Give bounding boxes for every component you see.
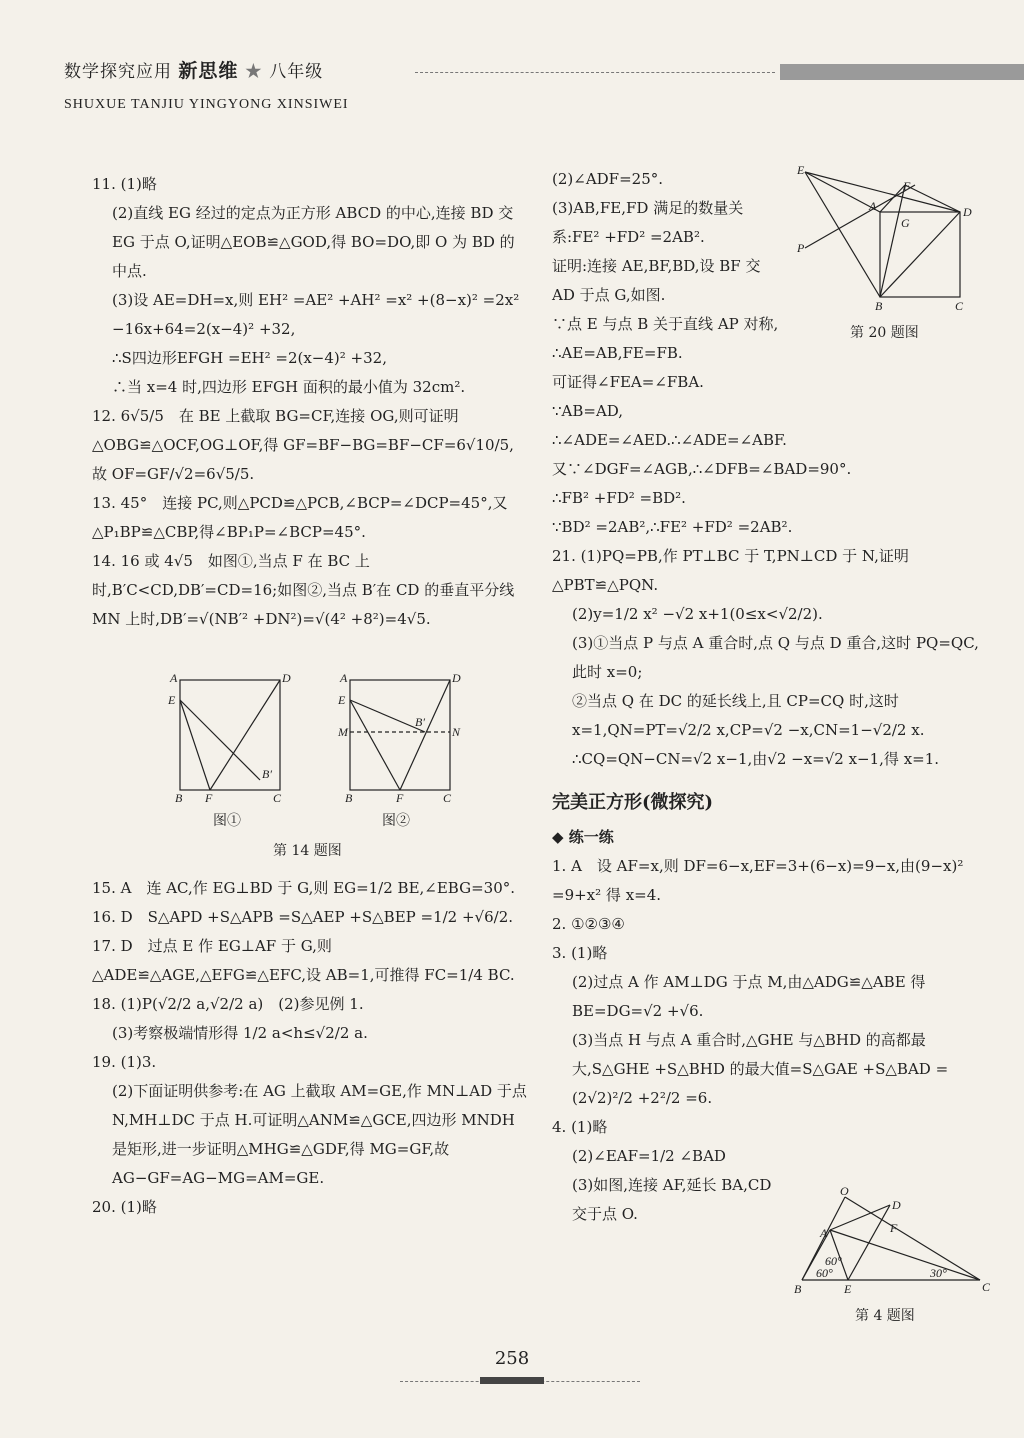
header-prefix: 数学探究应用 — [64, 62, 172, 82]
practice-4-3: (3)如图,连接 AF,延长 BA,CD 交于点 O. — [572, 1176, 772, 1223]
answer-11-5: ∴当 x=4 时,四边形 EFGH 面积的最小值为 32cm². — [112, 378, 466, 396]
svg-text:F: F — [396, 791, 404, 805]
svg-text:E: E — [338, 693, 346, 707]
svg-text:D: D — [282, 671, 291, 685]
answer-20-proof-9: ∵BD² =2AB²,∴FE² +FD² =2AB². — [552, 518, 793, 536]
answer-14: 14. 16 或 4√5 如图①,当点 F 在 BC 上时,B′C<CD,DB′=CD=16;如图②,当点 B′在 CD 的垂直平分线 MN 上时,DB′=√(NB′² +DN²)=√(4² +8²)=4√5. — [92, 552, 515, 628]
svg-text:F: F — [890, 1221, 898, 1235]
svg-text:C: C — [955, 299, 964, 313]
answer-17: 17. D 过点 E 作 EG⊥AF 于 G,则△ADE≌△AGE,△EFG≌△EFC,设 AB=1,可推得 FC=1/4 BC. — [92, 937, 515, 984]
answer-11-2: (2)直线 EG 经过的定点为正方形 ABCD 的中心,连接 BD 交 EG 于点 O,证明△EOB≌△GOD,得 BO=DO,即 O 为 BD 的中点. — [112, 204, 515, 280]
practice-3-3: (3)当点 H 与点 A 重合时,△GHE 与△BHD 的高都最大,S△GHE +S△BHD 的最大值=S△GAE +S△BAD =(2√2)²/2 +2²/2 =6. — [572, 1031, 949, 1107]
header-title — [64, 56, 323, 83]
svg-text:P: P — [797, 241, 805, 255]
answer-20-proof-7: 又∵∠DGF=∠AGB,∴∠DFB=∠BAD=90°. — [552, 460, 852, 478]
page-number: 258 — [494, 1348, 530, 1369]
svg-text:B: B — [794, 1282, 802, 1296]
answer-20-proof-4: 可证得∠FEA=∠FBA. — [552, 373, 704, 391]
footer-mark — [480, 1377, 544, 1384]
svg-text:M: M — [338, 725, 348, 739]
fig14-caption: 第 14 题图 — [273, 843, 342, 859]
svg-text:C: C — [982, 1280, 990, 1294]
answer-20-1: 20. (1)略 — [92, 1198, 157, 1216]
svg-text:D: D — [963, 205, 972, 219]
answer-21-2: (2)y=1/2 x² −√2 x+1(0≤x<√2/2). — [572, 605, 823, 623]
svg-text:D: D — [892, 1198, 901, 1212]
answer-21-1: 21. (1)PQ=PB,作 PT⊥BC 于 T,PN⊥CD 于 N,证明△PBT≌△PQN. — [552, 547, 909, 594]
svg-text:B′: B′ — [415, 715, 425, 729]
svg-text:B′: B′ — [262, 767, 272, 781]
svg-text:C: C — [443, 791, 452, 805]
svg-text:C: C — [273, 791, 282, 805]
fig14-square-2 — [350, 680, 450, 790]
answer-15: 15. A 连 AC,作 EG⊥BD 于 G,则 EG=1/2 BE,∠EBG=30°. — [92, 879, 516, 897]
answer-20-proof-2: ∵点 E 与点 B 关于直线 AP 对称, — [552, 315, 779, 333]
header-rule — [415, 72, 775, 73]
fig20-caption: 第 20 题图 — [850, 325, 919, 341]
svg-text:D: D — [452, 671, 461, 685]
svg-text:G: G — [901, 216, 910, 230]
practice-1: 1. A 设 AF=x,则 DF=6−x,EF=3+(6−x)=9−x,由(9−x)² =9+x² 得 x=4. — [552, 857, 964, 904]
practice-title: ◆ 练一练 — [552, 828, 614, 846]
figure-14 — [160, 670, 470, 805]
svg-text:E: E — [797, 163, 805, 177]
svg-text:E: E — [168, 693, 176, 707]
answer-20-3: (3)AB,FE,FD 满足的数量关系:FE² +FD² =2AB². — [552, 199, 744, 246]
svg-text:60°: 60° — [825, 1254, 842, 1268]
answer-19-2: (2)下面证明供参考:在 AG 上截取 AM=GE,作 MN⊥AD 于点 N,MH⊥DC 于点 H.可证明△ANM≌△GCE,四边形 MNDH 是矩形,进一步证明△MHG≌△GDF,得 MG=GF,故 AG−GF=AG−MG=AM=GE. — [112, 1082, 527, 1187]
svg-text:E: E — [844, 1282, 852, 1296]
svg-text:A: A — [869, 199, 877, 213]
fig4-caption: 第 4 题图 — [855, 1308, 915, 1324]
svg-text:O: O — [840, 1185, 849, 1198]
practice-2: 2. ①②③④ — [552, 915, 625, 933]
answer-21-4: ②当点 Q 在 DC 的延长线上,且 CP=CQ 时,这时 x=1,QN=PT=√2/2 x,CP=√2 −x,CN=1−√2/2 x. — [572, 692, 925, 739]
answer-18-1: 18. (1)P(√2/2 a,√2/2 a) (2)参见例 1. — [92, 995, 364, 1013]
practice-3-1: 3. (1)略 — [552, 944, 608, 962]
header-main: 新思维 — [178, 60, 239, 82]
answer-20-proof-6: ∴∠ADE=∠AED.∴∠ADE=∠ABF. — [552, 431, 787, 449]
answer-19-1: 19. (1)3. — [92, 1053, 157, 1071]
answer-20-proof-1: 证明:连接 AE,BF,BD,设 BF 交 AD 于点 G,如图. — [552, 257, 761, 304]
fig14-sub1: 图① — [213, 813, 241, 829]
answer-11-4: ∴S四边形EFGH =EH² =2(x−4)² +32, — [112, 349, 387, 367]
svg-text:A: A — [340, 671, 348, 685]
answer-16: 16. D S△APD +S△APB =S△AEP +S△BEP =1/2 +√6/2. — [92, 908, 514, 926]
practice-4-1: 4. (1)略 — [552, 1118, 608, 1136]
section-title: 完美正方形(微探究) — [552, 792, 714, 813]
header-subtitle: SHUXUE TANJIU YINGYONG XINSIWEI — [64, 97, 349, 112]
svg-text:B: B — [175, 791, 183, 805]
svg-text:B: B — [345, 791, 353, 805]
answer-12: 12. 6√5/5 在 BE 上截取 BG=CF,连接 OG,则可证明△OBG≌△OCF,OG⊥OF,得 GF=BF−BG=BF−CF=6√10/5,故 OF=GF/√2=6√5/5. — [92, 407, 514, 483]
svg-text:N: N — [452, 725, 461, 739]
answer-21-3: (3)①当点 P 与点 A 重合时,点 Q 与点 D 重合,这时 PQ=QC,此时 x=0; — [572, 634, 979, 681]
svg-text:30°: 30° — [930, 1266, 947, 1280]
fig14-sub2: 图② — [382, 813, 410, 829]
answer-20-proof-5: ∵AB=AD, — [552, 402, 624, 420]
answer-13: 13. 45° 连接 PC,则△PCD≌△PCB,∠BCP=∠DCP=45°,又△P₁BP≌△CBP,得∠BP₁P=∠BCP=45°. — [92, 494, 508, 541]
answer-11-3: (3)设 AE=DH=x,则 EH² =AE² +AH² =x² +(8−x)² =2x² −16x+64=2(x−4)² +32, — [112, 291, 520, 338]
answer-20-proof-8: ∴FB² +FD² =BD². — [552, 489, 686, 507]
svg-text:A: A — [170, 671, 178, 685]
answer-20-2: (2)∠ADF=25°. — [552, 170, 664, 188]
figure-4 — [790, 1185, 990, 1297]
header-bar — [780, 64, 1024, 80]
svg-text:F: F — [205, 791, 213, 805]
practice-3-2: (2)过点 A 作 AM⊥DG 于点 M,由△ADG≌△ABE 得 BE=DG=√2 +√6. — [572, 973, 926, 1020]
svg-text:A: A — [820, 1226, 828, 1240]
header-grade: 八年级 — [269, 62, 324, 82]
svg-text:B: B — [875, 299, 883, 313]
answer-20-proof-3: ∴AE=AB,FE=FB. — [552, 344, 683, 362]
svg-text:F: F — [903, 179, 911, 193]
answer-11-1: 11. (1)略 — [92, 175, 157, 193]
answer-18-3: (3)考察极端情形得 1/2 a<h≤√2/2 a. — [112, 1024, 368, 1042]
figure-20 — [795, 160, 995, 320]
practice-4-2: (2)∠EAF=1/2 ∠BAD — [572, 1147, 726, 1165]
answer-21-5: ∴CQ=QN−CN=√2 x−1,由√2 −x=√2 x−1,得 x=1. — [572, 750, 940, 768]
svg-text:60°: 60° — [816, 1266, 833, 1280]
star-icon: ★ — [244, 62, 263, 82]
